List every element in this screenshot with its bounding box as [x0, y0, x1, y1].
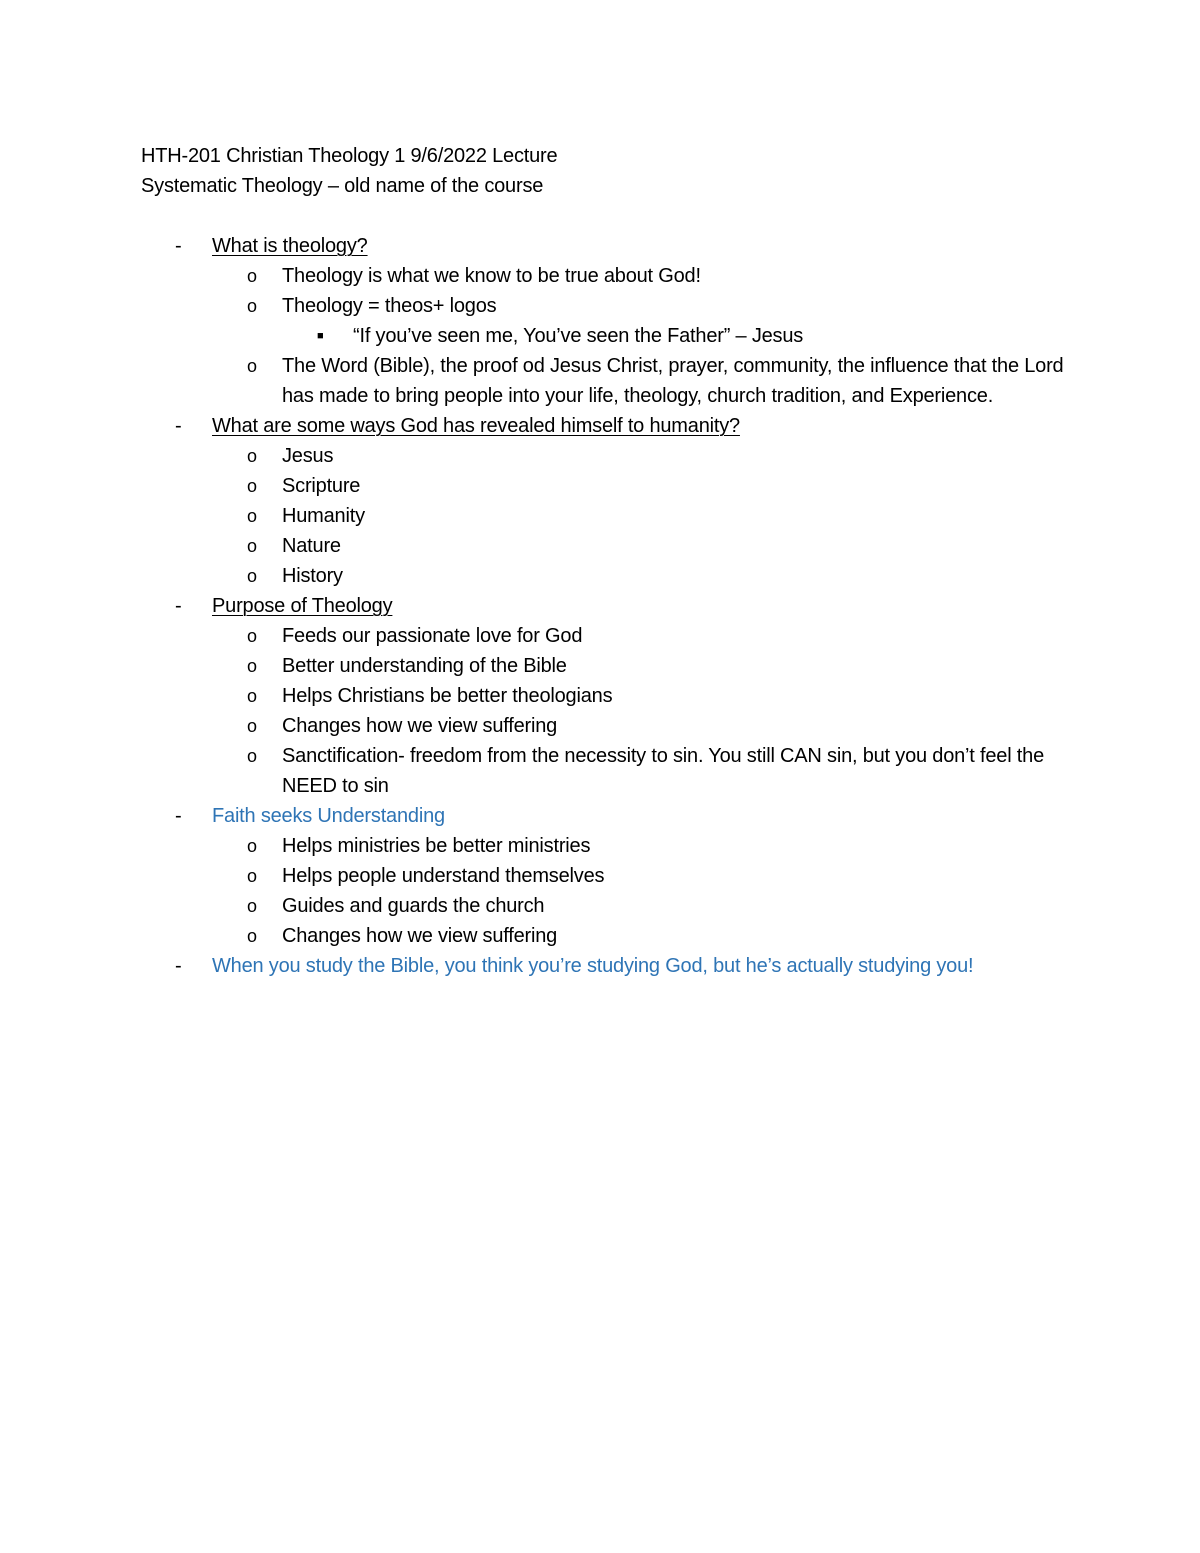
circle-bullet: o [247, 746, 257, 766]
circle-bullet: o [247, 656, 257, 676]
circle-bullet: o [247, 896, 257, 916]
list-item-text: Nature [282, 535, 341, 557]
heading-text: Purpose of Theology [212, 595, 393, 617]
list-item [141, 741, 1071, 801]
list-item-text: Jesus [282, 445, 334, 467]
dash-bullet: - [175, 955, 182, 977]
heading-text: When you study the Bible, you think you’re studying God, but he’s actually studying you! [212, 955, 974, 977]
list-item [141, 261, 1071, 291]
section-heading-purpose [141, 591, 1071, 621]
circle-bullet: o [247, 716, 257, 736]
list-item-text: Helps Christians be better theologians [282, 685, 613, 707]
circle-bullet: o [247, 506, 257, 526]
list-item [141, 351, 1071, 411]
list-item-text: Guides and guards the church [282, 895, 545, 917]
dash-bullet: - [175, 595, 182, 617]
dash-bullet: - [175, 415, 182, 437]
list-item-text: The Word (Bible), the proof od Jesus Christ, prayer, community, the influence that the Lord has made to bring people into your life, theology, church tradition, and Experience. [282, 355, 1064, 407]
circle-bullet: o [247, 836, 257, 856]
document-body [141, 141, 1071, 981]
circle-bullet: o [247, 266, 257, 286]
list-item-text: Changes how we view suffering [282, 715, 558, 737]
heading-text: Faith seeks Understanding [212, 805, 445, 827]
list-item [141, 831, 1071, 861]
list-item-text: Sanctification- freedom from the necessity to sin. You still CAN sin, but you don’t feel the NEED to sin [282, 745, 1045, 797]
square-bullet: ■ [317, 330, 324, 342]
circle-bullet: o [247, 686, 257, 706]
heading-text: What is theology? [212, 235, 368, 257]
section-heading-faith-seeks-understanding [141, 801, 1071, 831]
list-item-text: Changes how we view suffering [282, 925, 558, 947]
list-subitem [141, 321, 1071, 351]
circle-bullet: o [247, 926, 257, 946]
circle-bullet: o [247, 476, 257, 496]
circle-bullet: o [247, 626, 257, 646]
list-item [141, 501, 1071, 531]
list-item [141, 291, 1071, 321]
document-title: HTH-201 Christian Theology 1 9/6/2022 Lecture [141, 145, 558, 167]
section-heading-closing-statement [141, 951, 1071, 981]
dash-bullet: - [175, 235, 182, 257]
blank-line [141, 201, 1071, 231]
dash-bullet: - [175, 805, 182, 827]
list-subitem-text: “If you’ve seen me, You’ve seen the Father” – Jesus [353, 325, 804, 347]
circle-bullet: o [247, 356, 257, 376]
list-item [141, 891, 1071, 921]
list-item [141, 531, 1071, 561]
list-item-text: Better understanding of the Bible [282, 655, 567, 677]
list-item [141, 681, 1071, 711]
section-heading-what-is-theology [141, 231, 1071, 261]
list-item-text: Theology is what we know to be true about God! [282, 265, 701, 287]
document-subtitle: Systematic Theology – old name of the course [141, 175, 544, 197]
list-item-text: Helps people understand themselves [282, 865, 605, 887]
list-item-text: Theology = theos+ logos [282, 295, 497, 317]
circle-bullet: o [247, 296, 257, 316]
list-item-text: History [282, 565, 343, 587]
heading-text: What are some ways God has revealed himself to humanity? [212, 415, 740, 437]
section-heading-revelation [141, 411, 1071, 441]
list-item-text: Humanity [282, 505, 365, 527]
circle-bullet: o [247, 536, 257, 556]
list-item [141, 471, 1071, 501]
list-item [141, 651, 1071, 681]
list-item-text: Helps ministries be better ministries [282, 835, 591, 857]
list-item [141, 561, 1071, 591]
list-item-text: Scripture [282, 475, 361, 497]
list-item [141, 711, 1071, 741]
list-item [141, 441, 1071, 471]
circle-bullet: o [247, 566, 257, 586]
list-item [141, 861, 1071, 891]
list-item [141, 921, 1071, 951]
circle-bullet: o [247, 446, 257, 466]
list-item [141, 621, 1071, 651]
circle-bullet: o [247, 866, 257, 886]
list-item-text: Feeds our passionate love for God [282, 625, 583, 647]
